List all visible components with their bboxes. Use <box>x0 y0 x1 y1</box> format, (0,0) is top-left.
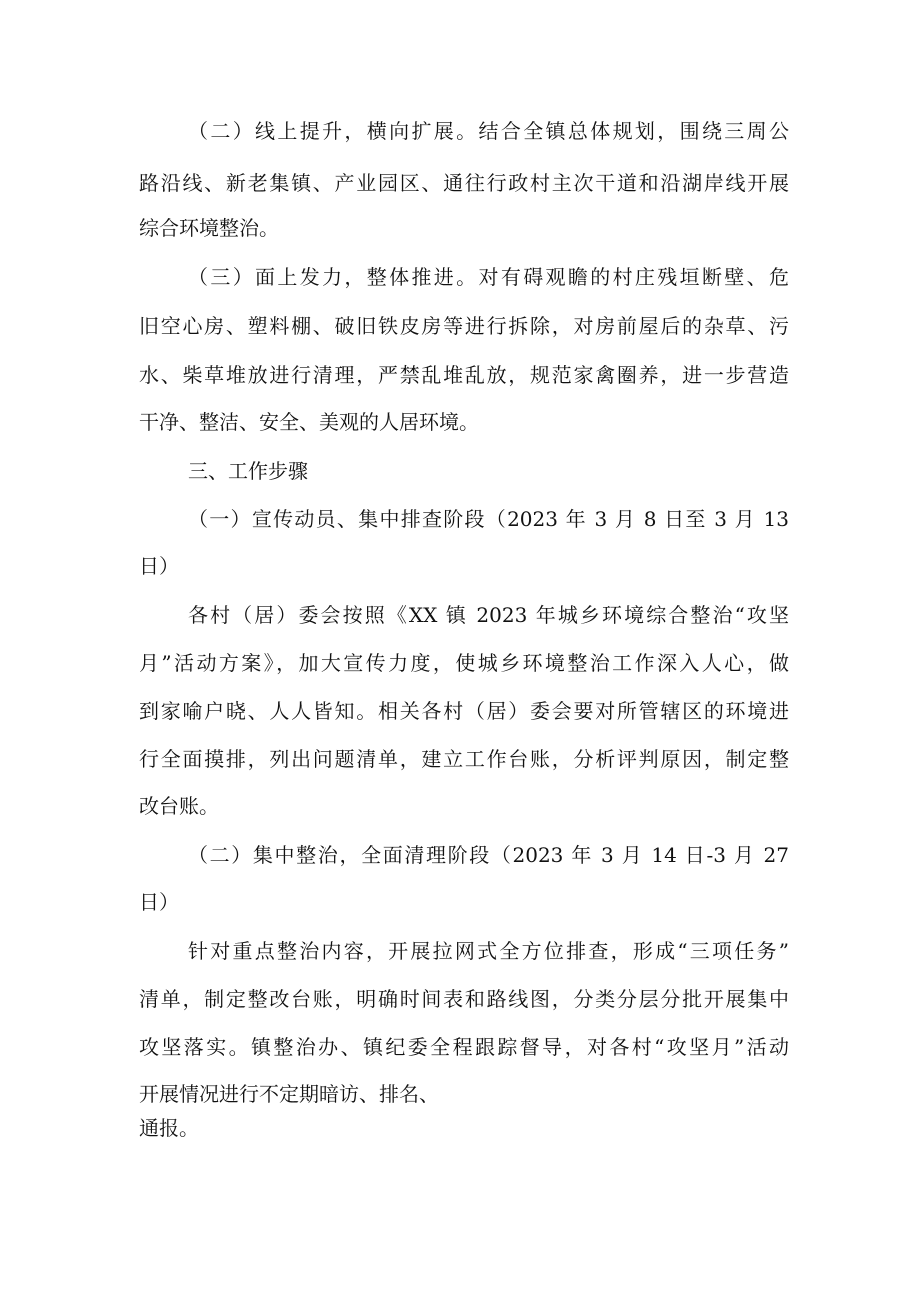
paragraph-4-line-4: 行全面摸排，列出问题清单，建立工作台账，分析评判原因，制定整 <box>139 747 789 771</box>
paragraph-5-line-1: （二）集中整治，全面清理阶段（2023 年 3 月 14 日-3 月 27 <box>188 843 789 867</box>
paragraph-6-line-5: 通报。 <box>139 1116 199 1140</box>
section-heading-work-steps: 三、工作步骤 <box>188 459 308 483</box>
paragraph-1-line-1: （二）线上提升，横向扩展。结合全镇总体规划，围绕三周公 <box>188 119 789 143</box>
paragraph-1-line-2: 路沿线、新老集镇、产业园区、通往行政村主次干道和沿湖岸线开展 <box>139 171 789 195</box>
paragraph-4-line-5: 改台账。 <box>139 794 219 818</box>
paragraph-4-line-2: 月”活动方案》，加大宣传力度，使城乡环境整治工作深入人心，做 <box>139 651 789 675</box>
paragraph-4-line-1: 各村（居）委会按照《XX 镇 2023 年城乡环境综合整治“攻坚 <box>188 603 789 627</box>
paragraph-2-line-2: 旧空心房、塑料棚、破旧铁皮房等进行拆除，对房前屋后的杂草、污 <box>139 314 789 338</box>
paragraph-2-line-4: 干净、整洁、安全、美观的人居环境。 <box>139 410 479 434</box>
paragraph-6-line-3: 攻坚落实。镇整治办、镇纪委全程跟踪督导，对各村“攻坚月”活动 <box>139 1035 789 1059</box>
paragraph-6-line-1: 针对重点整治内容，开展拉网式全方位排查，形成“三项任务” <box>188 939 789 963</box>
paragraph-3-line-1: （一）宣传动员、集中排查阶段（2023 年 3 月 8 日至 3 月 13 <box>188 507 789 531</box>
paragraph-4-line-3: 到家喻户晓、人人皆知。相关各村（居）委会要对所管辖区的环境进 <box>139 699 789 723</box>
paragraph-6-line-4: 开展情况进行不定期暗访、排名、 <box>139 1082 439 1106</box>
paragraph-1-line-3: 综合环境整治。 <box>139 216 279 240</box>
paragraph-6-line-2: 清单，制定整改台账，明确时间表和路线图，分类分层分批开展集中 <box>139 987 789 1011</box>
paragraph-5-line-2: 日） <box>139 890 179 914</box>
paragraph-3-line-2: 日） <box>139 554 179 578</box>
paragraph-2-line-3: 水、柴草堆放进行清理，严禁乱堆乱放，规范家禽圈养，进一步营造 <box>139 363 789 387</box>
paragraph-2-line-1: （三）面上发力，整体推进。对有碍观瞻的村庄残垣断壁、危 <box>188 265 789 289</box>
